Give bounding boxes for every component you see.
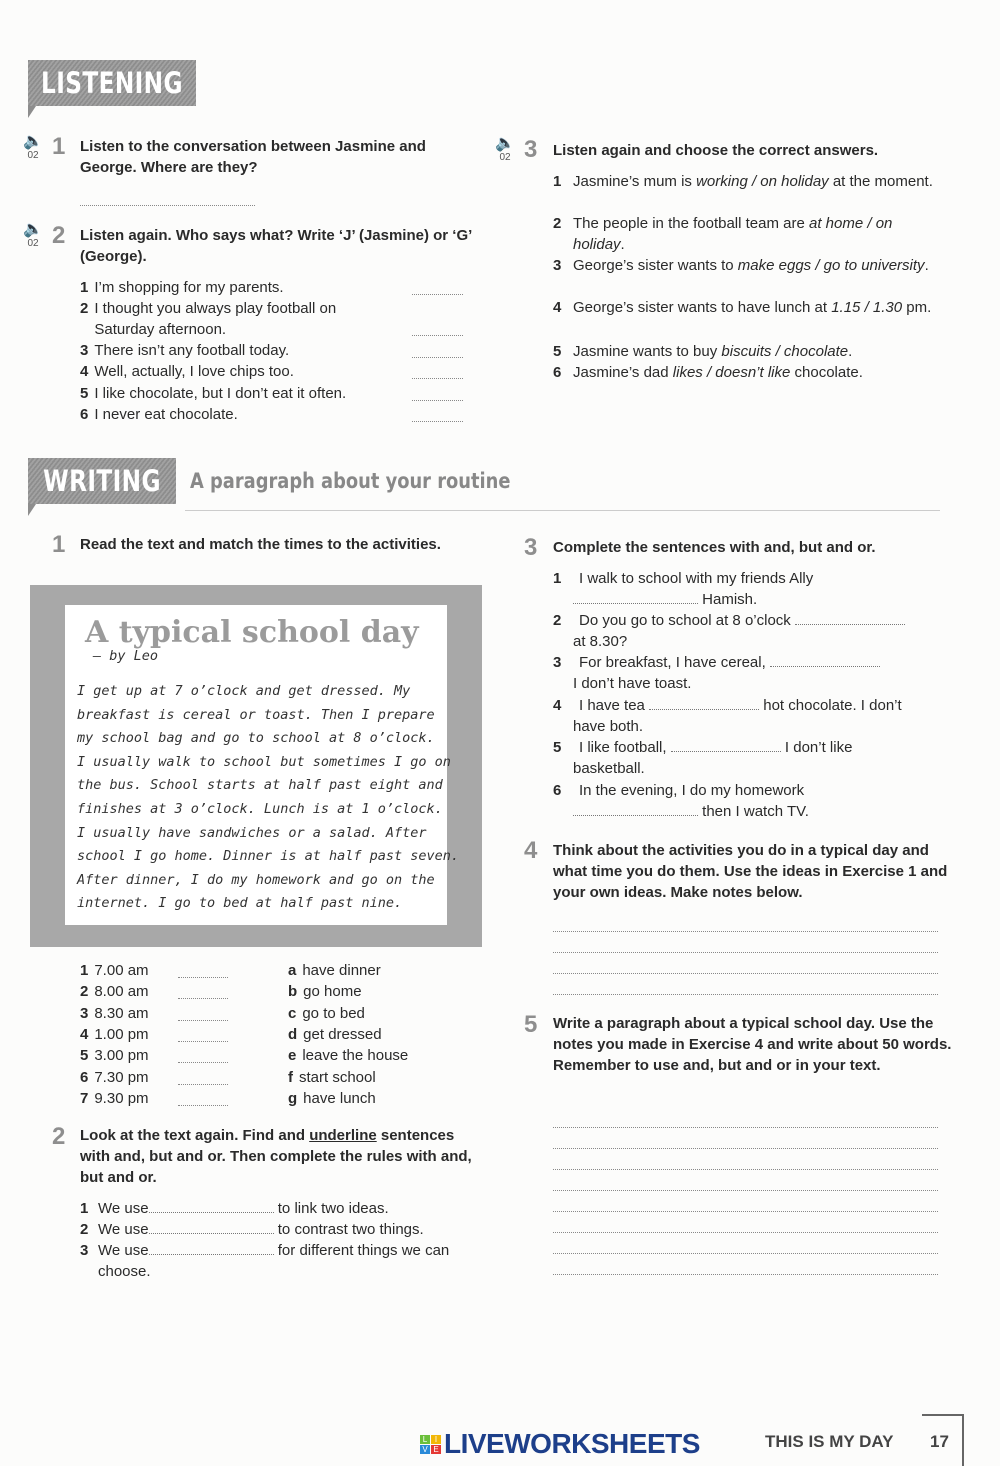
answer-options[interactable]: 1.15 / 1.30 (831, 299, 903, 316)
choice-item: 2 The people in the football team are at home / on holiday. (553, 215, 893, 253)
activity-item: c go to bed (288, 1004, 365, 1022)
notes-line[interactable] (553, 931, 938, 932)
text-line: I usually have sandwiches or a salad. After (77, 824, 427, 841)
exercise-number: 1 (52, 133, 66, 160)
answer-blank[interactable] (412, 421, 463, 422)
speaker-icon: 🔈 (23, 133, 43, 150)
answer-options[interactable]: working / on holiday (696, 173, 829, 190)
conjunction-blank[interactable] (671, 737, 781, 752)
page-number: 17 (930, 1432, 949, 1451)
page-corner (922, 1414, 964, 1466)
conjunction-blank[interactable] (573, 589, 698, 604)
match-blank[interactable] (178, 998, 228, 999)
exercise-number: 5 (524, 1011, 538, 1038)
sentence-item: 5 I like football, I don’t like basketball. (553, 739, 853, 777)
answer-line[interactable] (80, 205, 255, 206)
notes-line[interactable] (553, 952, 938, 953)
paragraph-line[interactable] (553, 1253, 938, 1254)
exercise-number: 3 (524, 136, 538, 163)
time-item: 1 7.00 am (80, 962, 149, 979)
text-line: I get up at 7 o’clock and get dressed. My (77, 683, 411, 699)
writing-banner: WRITING (28, 458, 176, 504)
text-line: my school bag and go to school at 8 o’clock. (77, 730, 435, 747)
time-item: 4 1.00 pm (80, 1025, 149, 1043)
time-item: 3 8.30 am (80, 1004, 149, 1022)
sentence-item: 6 In the evening, I do my homework then I watch TV. (553, 782, 809, 820)
choice-item: 3 George’s sister wants to make eggs / go to university. (553, 257, 929, 274)
exercise-prompt: Listen again and choose the correct answers. (553, 142, 879, 159)
audio-track-2[interactable]: 🔈 02 (23, 221, 43, 249)
exercise-prompt: Listen to the conversation between Jasmine and George. Where are they? (80, 138, 426, 176)
conjunction-blank[interactable] (573, 801, 698, 816)
reading-text-frame (30, 585, 482, 947)
sentence-item: 3 For breakfast, I have cereal, I don’t have toast. (553, 652, 973, 694)
text-line: internet. I go to bed at half past nine. (77, 895, 403, 912)
answer-options[interactable]: make eggs / go to university (737, 257, 925, 274)
text-line: I usually walk to school but sometimes I go on (77, 753, 451, 770)
choice-item: 4 George’s sister wants to have lunch at 1.15 / 1.30 pm. (553, 299, 932, 316)
rule-item: 2 We use to contrast two things. (80, 1221, 424, 1238)
text-line: school I go home. Dinner is at half past seven. (77, 848, 460, 865)
statement-item: 4 Well, actually, I love chips too. (80, 363, 294, 380)
text-line: After dinner, I do my homework and go on the (77, 871, 435, 888)
statement-item: 5 I like chocolate, but I don’t eat it often. (80, 385, 347, 402)
choice-item: 5 Jasmine wants to buy biscuits / chocolate. (553, 343, 853, 360)
time-item: 2 8.00 am (80, 983, 149, 1001)
activity-item: f start school (288, 1068, 376, 1086)
paragraph-line[interactable] (553, 1127, 938, 1128)
exercise-prompt: Write a paragraph about a typical school day. Use the notes you made in Exercise 4 and write about 50 words. Remember to use and, but and or in your text. (553, 1015, 952, 1074)
match-blank[interactable] (178, 1084, 228, 1085)
text-line: finishes at 3 o’clock. Lunch is at 1 o’clock. (77, 800, 443, 817)
rule-blank[interactable] (149, 1219, 274, 1234)
statement-item: 2 I thought you always play football on Saturday afternoon. (80, 300, 337, 338)
statement-item: 3 There isn’t any football today. (80, 342, 290, 359)
exercise-prompt: Look at the text again. Find and underline sentences with and, but and or. Then complete the rules with and, but and or. (80, 1127, 472, 1186)
answer-options[interactable]: at home / on holiday (573, 215, 893, 253)
answer-blank[interactable] (412, 400, 463, 401)
section-subtitle: A paragraph about your routine (190, 469, 511, 493)
speaker-icon: 🔈 (23, 221, 43, 238)
activity-item: a have dinner (288, 962, 381, 979)
exercise-number: 4 (524, 837, 538, 864)
paragraph-line[interactable] (553, 1169, 938, 1170)
speaker-icon: 🔈 (495, 135, 515, 152)
audio-track-1[interactable]: 🔈 02 (23, 133, 43, 161)
sentence-item: 2 Do you go to school at 8 o’clock at 8.30? (553, 610, 973, 652)
conjunction-blank[interactable] (770, 652, 880, 667)
conjunction-blank[interactable] (649, 695, 759, 710)
exercise-number: 3 (524, 534, 538, 561)
text-line: breakfast is cereal or toast. Then I prepare (77, 706, 435, 723)
exercise-prompt: Listen again. Who says what? Write ‘J’ (Jasmine) or ‘G’ (George). (80, 227, 472, 265)
activity-item: b go home (288, 983, 362, 1001)
listening-banner: LISTENING (28, 60, 196, 106)
paragraph-line[interactable] (553, 1190, 938, 1191)
notes-line[interactable] (553, 994, 938, 995)
rule-blank[interactable] (149, 1198, 274, 1213)
rule-blank[interactable] (149, 1240, 274, 1255)
statement-item: 1 I’m shopping for my parents. (80, 279, 284, 296)
paragraph-line[interactable] (553, 1211, 938, 1212)
divider (185, 510, 940, 511)
match-blank[interactable] (178, 1041, 228, 1042)
answer-options[interactable]: biscuits / chocolate (721, 343, 849, 360)
exercise-number: 2 (52, 1123, 66, 1150)
unit-title: THIS IS MY DAY (765, 1432, 894, 1451)
choice-item: 1 Jasmine’s mum is working / on holiday at the moment. (553, 173, 933, 190)
rule-item: 3 We use for different things we can choose. (80, 1242, 450, 1280)
match-blank[interactable] (178, 977, 228, 978)
sentence-item: 1 I walk to school with my friends Ally Hamish. (553, 570, 814, 608)
exercise-number: 1 (52, 531, 66, 558)
text-line: the bus. School starts at half past eight and (77, 777, 443, 794)
activity-item: d get dressed (288, 1025, 382, 1043)
exercise-prompt: Complete the sentences with and, but and or. (553, 539, 876, 556)
audio-track-3[interactable]: 🔈 02 (495, 135, 515, 163)
sentence-item: 4 I have tea hot chocolate. I don’t have both. (553, 697, 902, 735)
activity-item: g have lunch (288, 1089, 376, 1107)
logo-badge: L I V E (420, 1435, 441, 1454)
text-title: A typical school day (85, 615, 419, 650)
match-blank[interactable] (178, 1105, 228, 1106)
notes-line[interactable] (553, 973, 938, 974)
liveworksheets-logo: L I V E LIVEWORKSHEETS (420, 1428, 700, 1460)
match-blank[interactable] (178, 1020, 228, 1021)
text-byline: – by Leo (93, 648, 159, 664)
answer-blank[interactable] (412, 294, 463, 295)
rule-item: 1 We use to link two ideas. (80, 1200, 389, 1217)
time-item: 6 7.30 pm (80, 1068, 149, 1086)
choice-item: 6 Jasmine’s dad likes / doesn’t like chocolate. (553, 364, 863, 381)
conjunction-blank[interactable] (795, 610, 905, 625)
exercise-prompt: Read the text and match the times to the activities. (80, 536, 441, 553)
paragraph-line[interactable] (553, 1274, 938, 1275)
time-item: 7 9.30 pm (80, 1089, 149, 1107)
match-blank[interactable] (178, 1062, 228, 1063)
answer-blank[interactable] (412, 378, 463, 379)
time-item: 5 3.00 pm (80, 1047, 149, 1065)
answer-blank[interactable] (412, 357, 463, 358)
answer-options[interactable]: likes / doesn’t like (672, 364, 791, 381)
exercise-number: 2 (52, 222, 66, 249)
exercise-prompt: Think about the activities you do in a typical day and what time you do them. Use the ideas in Exercise 1 and your own ideas. Make notes below. (553, 842, 948, 901)
paragraph-line[interactable] (553, 1232, 938, 1233)
paragraph-line[interactable] (553, 1148, 938, 1149)
activity-item: e leave the house (288, 1047, 409, 1065)
reading-text-card (65, 605, 460, 925)
statement-item: 6 I never eat chocolate. (80, 406, 238, 423)
answer-blank[interactable] (412, 335, 463, 336)
text-body (77, 680, 459, 916)
